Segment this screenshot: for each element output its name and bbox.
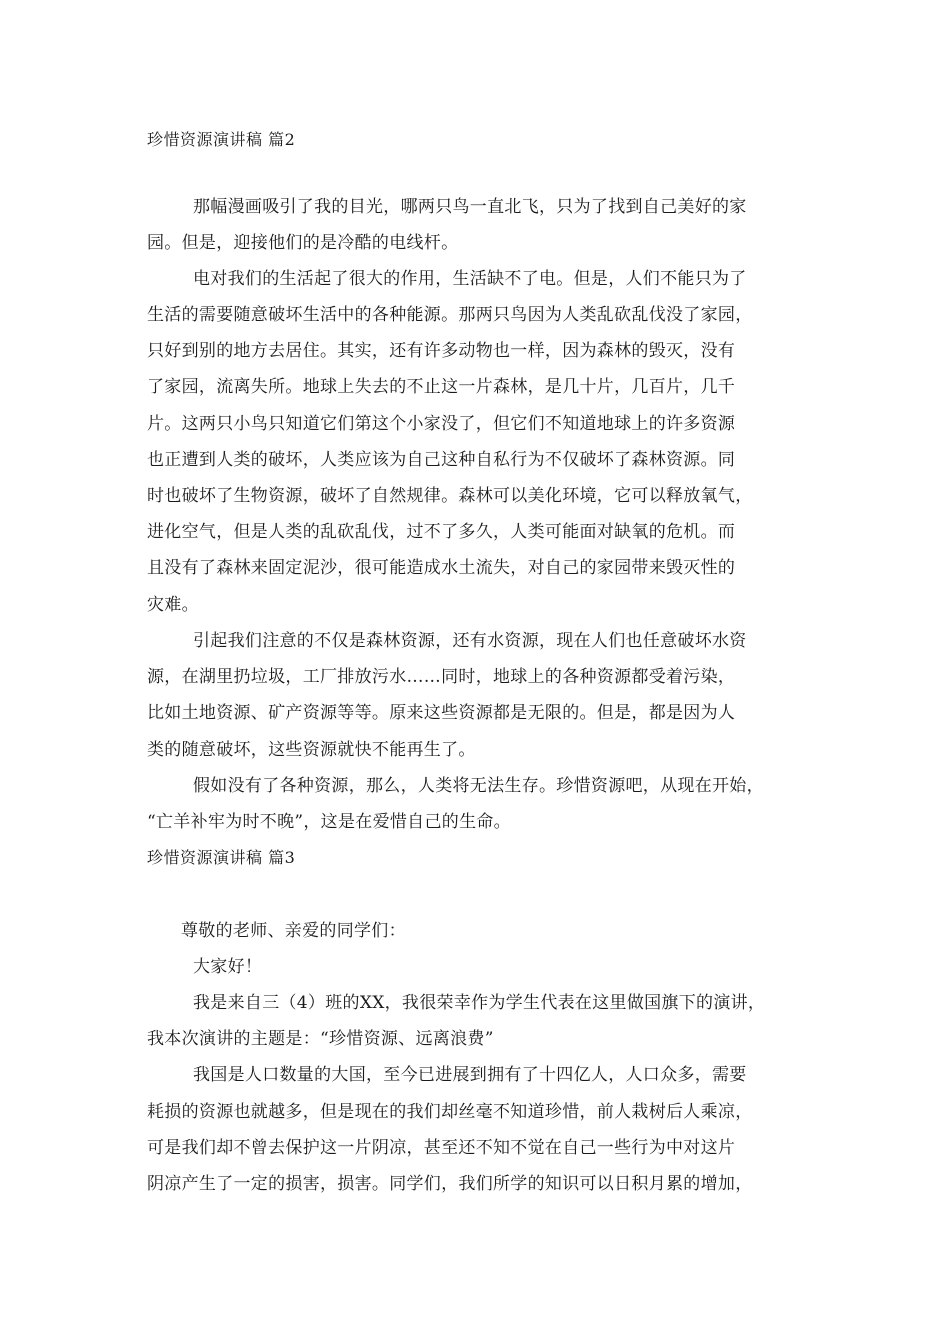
paragraph-line: 只好到别的地方去居住。其实，还有许多动物也一样，因为森林的毁灭，没有 (147, 341, 736, 361)
salutation: 尊敬的老师、亲爱的同学们： (181, 921, 406, 941)
greeting: 大家好！ (193, 957, 263, 977)
paragraph-line: 我本次演讲的主题是：“珍惜资源、远离浪费” (147, 1029, 494, 1049)
paragraph-line: 且没有了森林来固定泥沙，很可能造成水土流失，对自己的家园带来毁灭性的 (147, 558, 736, 578)
paragraph-line: 类的随意破坏，这些资源就快不能再生了。 (147, 740, 476, 760)
paragraph-line: 进化空气，但是人类的乱砍乱伐，过不了多久，人类可能面对缺氧的危机。而 (147, 522, 736, 542)
paragraph-line: 时也破坏了生物资源，破坏了自然规律。森林可以美化环境，它可以释放氧气， (147, 486, 753, 506)
paragraph-line: 灾难。 (147, 595, 199, 615)
paragraph-line: 那幅漫画吸引了我的目光，哪两只鸟一直北飞，只为了找到自己美好的家 (193, 197, 747, 217)
paragraph-line: 我是来自三（4）班的XX，我很荣幸作为学生代表在这里做国旗下的演讲， (193, 993, 766, 1013)
section-2-heading: 珍惜资源演讲稿 篇2 (147, 130, 296, 149)
paragraph-line: 假如没有了各种资源，那么，人类将无法生存。珍惜资源吧，从现在开始， (193, 776, 764, 796)
paragraph-line: 阴凉产生了一定的损害，损害。同学们，我们所学的知识可以日积月累的增加， (147, 1174, 753, 1194)
paragraph-line: 生活的需要随意破坏生活中的各种能源。那两只鸟因为人类乱砍乱伐没了家园， (147, 305, 753, 325)
paragraph-line: 源，在湖里扔垃圾，工厂排放污水……同时，地球上的各种资源都受着污染， (147, 667, 736, 687)
paragraph-line: “亡羊补牢为时不晚”，这是在爱惜自己的生命。 (147, 812, 511, 832)
paragraph-line: 耗损的资源也就越多，但是现在的我们却丝毫不知道珍惜，前人栽树后人乘凉， (147, 1102, 753, 1122)
paragraph-line: 园。但是，迎接他们的是冷酷的电线杆。 (147, 233, 459, 253)
paragraph-line: 电对我们的生活起了很大的作用，生活缺不了电。但是，人们不能只为了 (193, 269, 747, 289)
paragraph-line: 我国是人口数量的大国，至今已进展到拥有了十四亿人，人口众多，需要 (193, 1065, 747, 1085)
paragraph-line: 比如土地资源、矿产资源等等。原来这些资源都是无限的。但是，都是因为人 (147, 703, 736, 723)
section-3-heading: 珍惜资源演讲稿 篇3 (147, 848, 296, 867)
paragraph-line: 引起我们注意的不仅是森林资源，还有水资源，现在人们也任意破坏水资 (193, 631, 747, 651)
paragraph-line: 了家园，流离失所。地球上失去的不止这一片森林，是几十片，几百片，几千 (147, 377, 736, 397)
paragraph-line: 也正遭到人类的破坏，人类应该为自己这种自私行为不仅破坏了森林资源。同 (147, 450, 736, 470)
paragraph-line: 片。这两只小鸟只知道它们第这个小家没了，但它们不知道地球上的许多资源 (147, 414, 736, 434)
paragraph-line: 可是我们却不曾去保护这一片阴凉，甚至还不知不觉在自己一些行为中对这片 (147, 1138, 736, 1158)
